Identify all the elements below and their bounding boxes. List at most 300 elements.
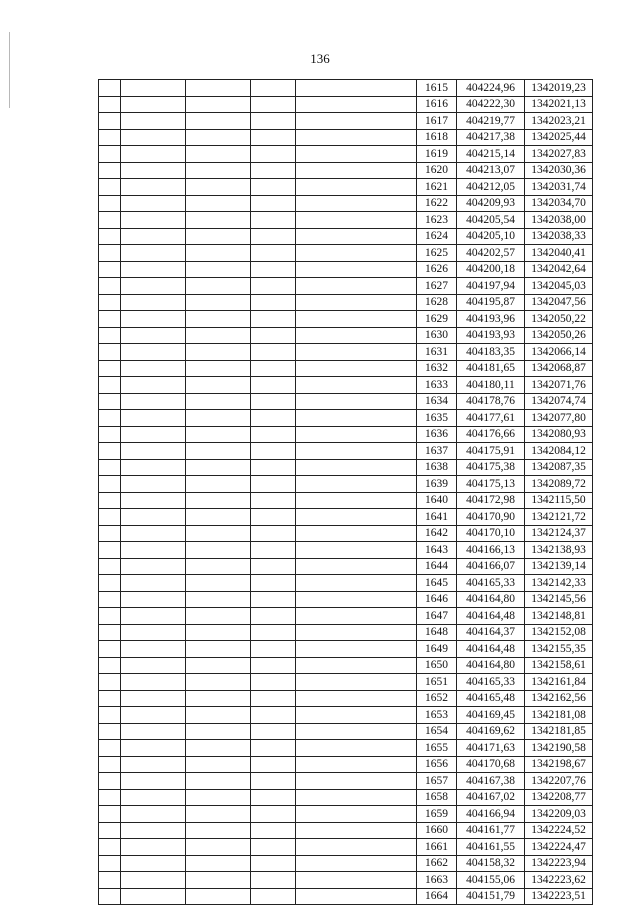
empty-cell: [121, 558, 186, 575]
empty-cell: [296, 707, 417, 724]
point-number-cell: 1655: [417, 740, 457, 757]
empty-cell: [251, 195, 296, 212]
table-row: [99, 773, 593, 790]
empty-cell: [121, 756, 186, 773]
x-coordinate-cell: 404169,45: [457, 707, 525, 724]
table-row: [99, 344, 593, 361]
empty-cell: [99, 690, 121, 707]
x-coordinate-cell: 404222,30: [457, 96, 525, 113]
empty-cell: [186, 212, 251, 229]
point-number-cell: 1640: [417, 492, 457, 509]
empty-cell: [186, 591, 251, 608]
empty-cell: [251, 872, 296, 889]
y-coordinate-cell: 1342224,47: [525, 839, 593, 856]
empty-cell: [251, 624, 296, 641]
x-coordinate-cell: 404180,11: [457, 377, 525, 394]
table-row: [99, 146, 593, 163]
empty-cell: [99, 822, 121, 839]
x-coordinate-cell: 404164,80: [457, 657, 525, 674]
empty-cell: [251, 822, 296, 839]
x-coordinate-cell: 404177,61: [457, 410, 525, 427]
empty-cell: [251, 806, 296, 823]
point-number-cell: 1652: [417, 690, 457, 707]
empty-cell: [121, 195, 186, 212]
empty-cell: [251, 591, 296, 608]
empty-cell: [186, 360, 251, 377]
empty-cell: [99, 542, 121, 559]
coordinates-table-body: [99, 80, 593, 905]
table-row: [99, 228, 593, 245]
empty-cell: [296, 426, 417, 443]
point-number-cell: 1627: [417, 278, 457, 295]
y-coordinate-cell: 1342198,67: [525, 756, 593, 773]
table-row: [99, 426, 593, 443]
table-row: [99, 410, 593, 427]
point-number-cell: 1648: [417, 624, 457, 641]
empty-cell: [99, 723, 121, 740]
x-coordinate-cell: 404167,38: [457, 773, 525, 790]
empty-cell: [186, 162, 251, 179]
empty-cell: [186, 690, 251, 707]
point-number-cell: 1654: [417, 723, 457, 740]
empty-cell: [99, 96, 121, 113]
x-coordinate-cell: 404200,18: [457, 261, 525, 278]
empty-cell: [121, 311, 186, 328]
empty-cell: [296, 344, 417, 361]
table-row: [99, 393, 593, 410]
empty-cell: [121, 96, 186, 113]
empty-cell: [251, 294, 296, 311]
x-coordinate-cell: 404167,02: [457, 789, 525, 806]
point-number-cell: 1632: [417, 360, 457, 377]
x-coordinate-cell: 404161,55: [457, 839, 525, 856]
empty-cell: [296, 476, 417, 493]
y-coordinate-cell: 1342027,83: [525, 146, 593, 163]
x-coordinate-cell: 404171,63: [457, 740, 525, 757]
x-coordinate-cell: 404183,35: [457, 344, 525, 361]
x-coordinate-cell: 404205,54: [457, 212, 525, 229]
y-coordinate-cell: 1342066,14: [525, 344, 593, 361]
empty-cell: [251, 327, 296, 344]
y-coordinate-cell: 1342152,08: [525, 624, 593, 641]
point-number-cell: 1615: [417, 80, 457, 97]
empty-cell: [121, 888, 186, 905]
empty-cell: [99, 393, 121, 410]
table-row: [99, 80, 593, 97]
empty-cell: [99, 707, 121, 724]
x-coordinate-cell: 404175,13: [457, 476, 525, 493]
y-coordinate-cell: 1342209,03: [525, 806, 593, 823]
empty-cell: [296, 261, 417, 278]
y-coordinate-cell: 1342021,13: [525, 96, 593, 113]
table-row: [99, 278, 593, 295]
y-coordinate-cell: 1342019,23: [525, 80, 593, 97]
point-number-cell: 1645: [417, 575, 457, 592]
empty-cell: [251, 212, 296, 229]
y-coordinate-cell: 1342089,72: [525, 476, 593, 493]
y-coordinate-cell: 1342124,37: [525, 525, 593, 542]
y-coordinate-cell: 1342068,87: [525, 360, 593, 377]
y-coordinate-cell: 1342223,62: [525, 872, 593, 889]
table-row: [99, 789, 593, 806]
empty-cell: [251, 228, 296, 245]
y-coordinate-cell: 1342023,21: [525, 113, 593, 130]
empty-cell: [99, 558, 121, 575]
empty-cell: [251, 96, 296, 113]
empty-cell: [296, 723, 417, 740]
y-coordinate-cell: 1342181,85: [525, 723, 593, 740]
empty-cell: [186, 146, 251, 163]
point-number-cell: 1651: [417, 674, 457, 691]
empty-cell: [121, 591, 186, 608]
empty-cell: [186, 410, 251, 427]
empty-cell: [99, 294, 121, 311]
table-row: [99, 377, 593, 394]
empty-cell: [99, 228, 121, 245]
empty-cell: [99, 476, 121, 493]
empty-cell: [296, 278, 417, 295]
y-coordinate-cell: 1342223,51: [525, 888, 593, 905]
empty-cell: [296, 575, 417, 592]
table-row: [99, 591, 593, 608]
empty-cell: [186, 179, 251, 196]
empty-cell: [99, 509, 121, 526]
table-row: [99, 162, 593, 179]
empty-cell: [186, 674, 251, 691]
empty-cell: [99, 377, 121, 394]
point-number-cell: 1657: [417, 773, 457, 790]
table-row: [99, 872, 593, 889]
empty-cell: [121, 393, 186, 410]
empty-cell: [121, 327, 186, 344]
scan-margin-line: [9, 32, 10, 108]
table-row: [99, 212, 593, 229]
empty-cell: [186, 377, 251, 394]
empty-cell: [251, 789, 296, 806]
empty-cell: [296, 806, 417, 823]
x-coordinate-cell: 404155,06: [457, 872, 525, 889]
empty-cell: [186, 96, 251, 113]
empty-cell: [121, 476, 186, 493]
empty-cell: [99, 311, 121, 328]
x-coordinate-cell: 404166,07: [457, 558, 525, 575]
empty-cell: [99, 162, 121, 179]
y-coordinate-cell: 1342155,35: [525, 641, 593, 658]
y-coordinate-cell: 1342025,44: [525, 129, 593, 146]
empty-cell: [186, 740, 251, 757]
empty-cell: [99, 624, 121, 641]
empty-cell: [99, 575, 121, 592]
empty-cell: [186, 129, 251, 146]
x-coordinate-cell: 404161,77: [457, 822, 525, 839]
x-coordinate-cell: 404170,10: [457, 525, 525, 542]
empty-cell: [121, 789, 186, 806]
empty-cell: [251, 657, 296, 674]
x-coordinate-cell: 404165,48: [457, 690, 525, 707]
empty-cell: [251, 476, 296, 493]
table-row: [99, 492, 593, 509]
point-number-cell: 1664: [417, 888, 457, 905]
empty-cell: [296, 558, 417, 575]
y-coordinate-cell: 1342045,03: [525, 278, 593, 295]
empty-cell: [251, 146, 296, 163]
empty-cell: [296, 756, 417, 773]
point-number-cell: 1623: [417, 212, 457, 229]
point-number-cell: 1628: [417, 294, 457, 311]
empty-cell: [186, 426, 251, 443]
x-coordinate-cell: 404217,38: [457, 129, 525, 146]
table-row: [99, 855, 593, 872]
empty-cell: [99, 806, 121, 823]
empty-cell: [99, 641, 121, 658]
x-coordinate-cell: 404164,48: [457, 641, 525, 658]
empty-cell: [296, 591, 417, 608]
empty-cell: [186, 608, 251, 625]
empty-cell: [296, 509, 417, 526]
point-number-cell: 1629: [417, 311, 457, 328]
empty-cell: [121, 261, 186, 278]
y-coordinate-cell: 1342121,72: [525, 509, 593, 526]
point-number-cell: 1626: [417, 261, 457, 278]
empty-cell: [186, 113, 251, 130]
empty-cell: [186, 393, 251, 410]
empty-cell: [296, 542, 417, 559]
empty-cell: [251, 344, 296, 361]
empty-cell: [251, 492, 296, 509]
y-coordinate-cell: 1342145,56: [525, 591, 593, 608]
y-coordinate-cell: 1342038,00: [525, 212, 593, 229]
empty-cell: [251, 311, 296, 328]
empty-cell: [121, 723, 186, 740]
empty-cell: [186, 542, 251, 559]
x-coordinate-cell: 404215,14: [457, 146, 525, 163]
point-number-cell: 1633: [417, 377, 457, 394]
empty-cell: [186, 278, 251, 295]
table-row: [99, 245, 593, 262]
empty-cell: [296, 459, 417, 476]
point-number-cell: 1662: [417, 855, 457, 872]
empty-cell: [121, 707, 186, 724]
empty-cell: [186, 443, 251, 460]
x-coordinate-cell: 404165,33: [457, 674, 525, 691]
point-number-cell: 1631: [417, 344, 457, 361]
table-row: [99, 294, 593, 311]
y-coordinate-cell: 1342074,74: [525, 393, 593, 410]
empty-cell: [296, 129, 417, 146]
empty-cell: [121, 459, 186, 476]
empty-cell: [186, 80, 251, 97]
x-coordinate-cell: 404197,94: [457, 278, 525, 295]
y-coordinate-cell: 1342158,61: [525, 657, 593, 674]
empty-cell: [296, 872, 417, 889]
empty-cell: [99, 674, 121, 691]
table-row: [99, 624, 593, 641]
x-coordinate-cell: 404181,65: [457, 360, 525, 377]
point-number-cell: 1644: [417, 558, 457, 575]
empty-cell: [186, 525, 251, 542]
empty-cell: [186, 888, 251, 905]
empty-cell: [99, 608, 121, 625]
y-coordinate-cell: 1342115,50: [525, 492, 593, 509]
y-coordinate-cell: 1342080,93: [525, 426, 593, 443]
table-row: [99, 888, 593, 905]
point-number-cell: 1624: [417, 228, 457, 245]
y-coordinate-cell: 1342077,80: [525, 410, 593, 427]
table-row: [99, 641, 593, 658]
page-number: 136: [310, 51, 330, 66]
table-row: [99, 476, 593, 493]
y-coordinate-cell: 1342190,58: [525, 740, 593, 757]
empty-cell: [121, 822, 186, 839]
empty-cell: [99, 525, 121, 542]
empty-cell: [99, 426, 121, 443]
empty-cell: [121, 294, 186, 311]
point-number-cell: 1617: [417, 113, 457, 130]
empty-cell: [121, 360, 186, 377]
x-coordinate-cell: 404224,96: [457, 80, 525, 97]
point-number-cell: 1622: [417, 195, 457, 212]
point-number-cell: 1659: [417, 806, 457, 823]
point-number-cell: 1650: [417, 657, 457, 674]
empty-cell: [296, 195, 417, 212]
empty-cell: [99, 344, 121, 361]
empty-cell: [99, 888, 121, 905]
table-row: [99, 195, 593, 212]
empty-cell: [251, 773, 296, 790]
y-coordinate-cell: 1342050,22: [525, 311, 593, 328]
point-number-cell: 1639: [417, 476, 457, 493]
empty-cell: [251, 855, 296, 872]
table-row: [99, 261, 593, 278]
point-number-cell: 1619: [417, 146, 457, 163]
empty-cell: [251, 80, 296, 97]
table-row: [99, 822, 593, 839]
table-row: [99, 723, 593, 740]
empty-cell: [251, 245, 296, 262]
empty-cell: [251, 278, 296, 295]
x-coordinate-cell: 404212,05: [457, 179, 525, 196]
empty-cell: [186, 872, 251, 889]
y-coordinate-cell: 1342148,81: [525, 608, 593, 625]
empty-cell: [186, 756, 251, 773]
empty-cell: [251, 410, 296, 427]
empty-cell: [186, 707, 251, 724]
point-number-cell: 1636: [417, 426, 457, 443]
y-coordinate-cell: 1342087,35: [525, 459, 593, 476]
empty-cell: [99, 360, 121, 377]
empty-cell: [296, 822, 417, 839]
y-coordinate-cell: 1342139,14: [525, 558, 593, 575]
y-coordinate-cell: 1342031,74: [525, 179, 593, 196]
empty-cell: [296, 608, 417, 625]
empty-cell: [186, 789, 251, 806]
table-row: [99, 542, 593, 559]
point-number-cell: 1647: [417, 608, 457, 625]
empty-cell: [296, 624, 417, 641]
x-coordinate-cell: 404158,32: [457, 855, 525, 872]
x-coordinate-cell: 404169,62: [457, 723, 525, 740]
empty-cell: [121, 690, 186, 707]
y-coordinate-cell: 1342042,64: [525, 261, 593, 278]
x-coordinate-cell: 404164,37: [457, 624, 525, 641]
empty-cell: [186, 855, 251, 872]
empty-cell: [296, 311, 417, 328]
point-number-cell: 1641: [417, 509, 457, 526]
empty-cell: [121, 855, 186, 872]
y-coordinate-cell: 1342142,33: [525, 575, 593, 592]
empty-cell: [186, 344, 251, 361]
empty-cell: [186, 575, 251, 592]
point-number-cell: 1637: [417, 443, 457, 460]
empty-cell: [251, 641, 296, 658]
table-row: [99, 443, 593, 460]
empty-cell: [121, 278, 186, 295]
empty-cell: [251, 179, 296, 196]
x-coordinate-cell: 404205,10: [457, 228, 525, 245]
empty-cell: [251, 360, 296, 377]
empty-cell: [121, 245, 186, 262]
empty-cell: [296, 410, 417, 427]
empty-cell: [99, 212, 121, 229]
empty-cell: [186, 509, 251, 526]
point-number-cell: 1658: [417, 789, 457, 806]
empty-cell: [99, 129, 121, 146]
empty-cell: [121, 228, 186, 245]
empty-cell: [251, 162, 296, 179]
table-row: [99, 525, 593, 542]
empty-cell: [251, 113, 296, 130]
y-coordinate-cell: 1342047,56: [525, 294, 593, 311]
y-coordinate-cell: 1342162,56: [525, 690, 593, 707]
empty-cell: [251, 542, 296, 559]
table-row: [99, 707, 593, 724]
point-number-cell: 1649: [417, 641, 457, 658]
empty-cell: [99, 113, 121, 130]
empty-cell: [99, 872, 121, 889]
empty-cell: [121, 80, 186, 97]
table-row: [99, 558, 593, 575]
table-row: [99, 113, 593, 130]
empty-cell: [251, 707, 296, 724]
empty-cell: [186, 723, 251, 740]
empty-cell: [296, 245, 417, 262]
empty-cell: [296, 888, 417, 905]
point-number-cell: 1616: [417, 96, 457, 113]
x-coordinate-cell: 404202,57: [457, 245, 525, 262]
point-number-cell: 1634: [417, 393, 457, 410]
empty-cell: [296, 740, 417, 757]
table-row: [99, 575, 593, 592]
table-row: [99, 327, 593, 344]
x-coordinate-cell: 404209,93: [457, 195, 525, 212]
empty-cell: [121, 542, 186, 559]
table-row: [99, 129, 593, 146]
empty-cell: [186, 228, 251, 245]
empty-cell: [121, 608, 186, 625]
empty-cell: [251, 525, 296, 542]
empty-cell: [296, 377, 417, 394]
point-number-cell: 1620: [417, 162, 457, 179]
empty-cell: [186, 806, 251, 823]
empty-cell: [121, 179, 186, 196]
empty-cell: [121, 377, 186, 394]
empty-cell: [296, 212, 417, 229]
empty-cell: [296, 657, 417, 674]
empty-cell: [296, 146, 417, 163]
empty-cell: [99, 146, 121, 163]
empty-cell: [99, 756, 121, 773]
empty-cell: [99, 195, 121, 212]
